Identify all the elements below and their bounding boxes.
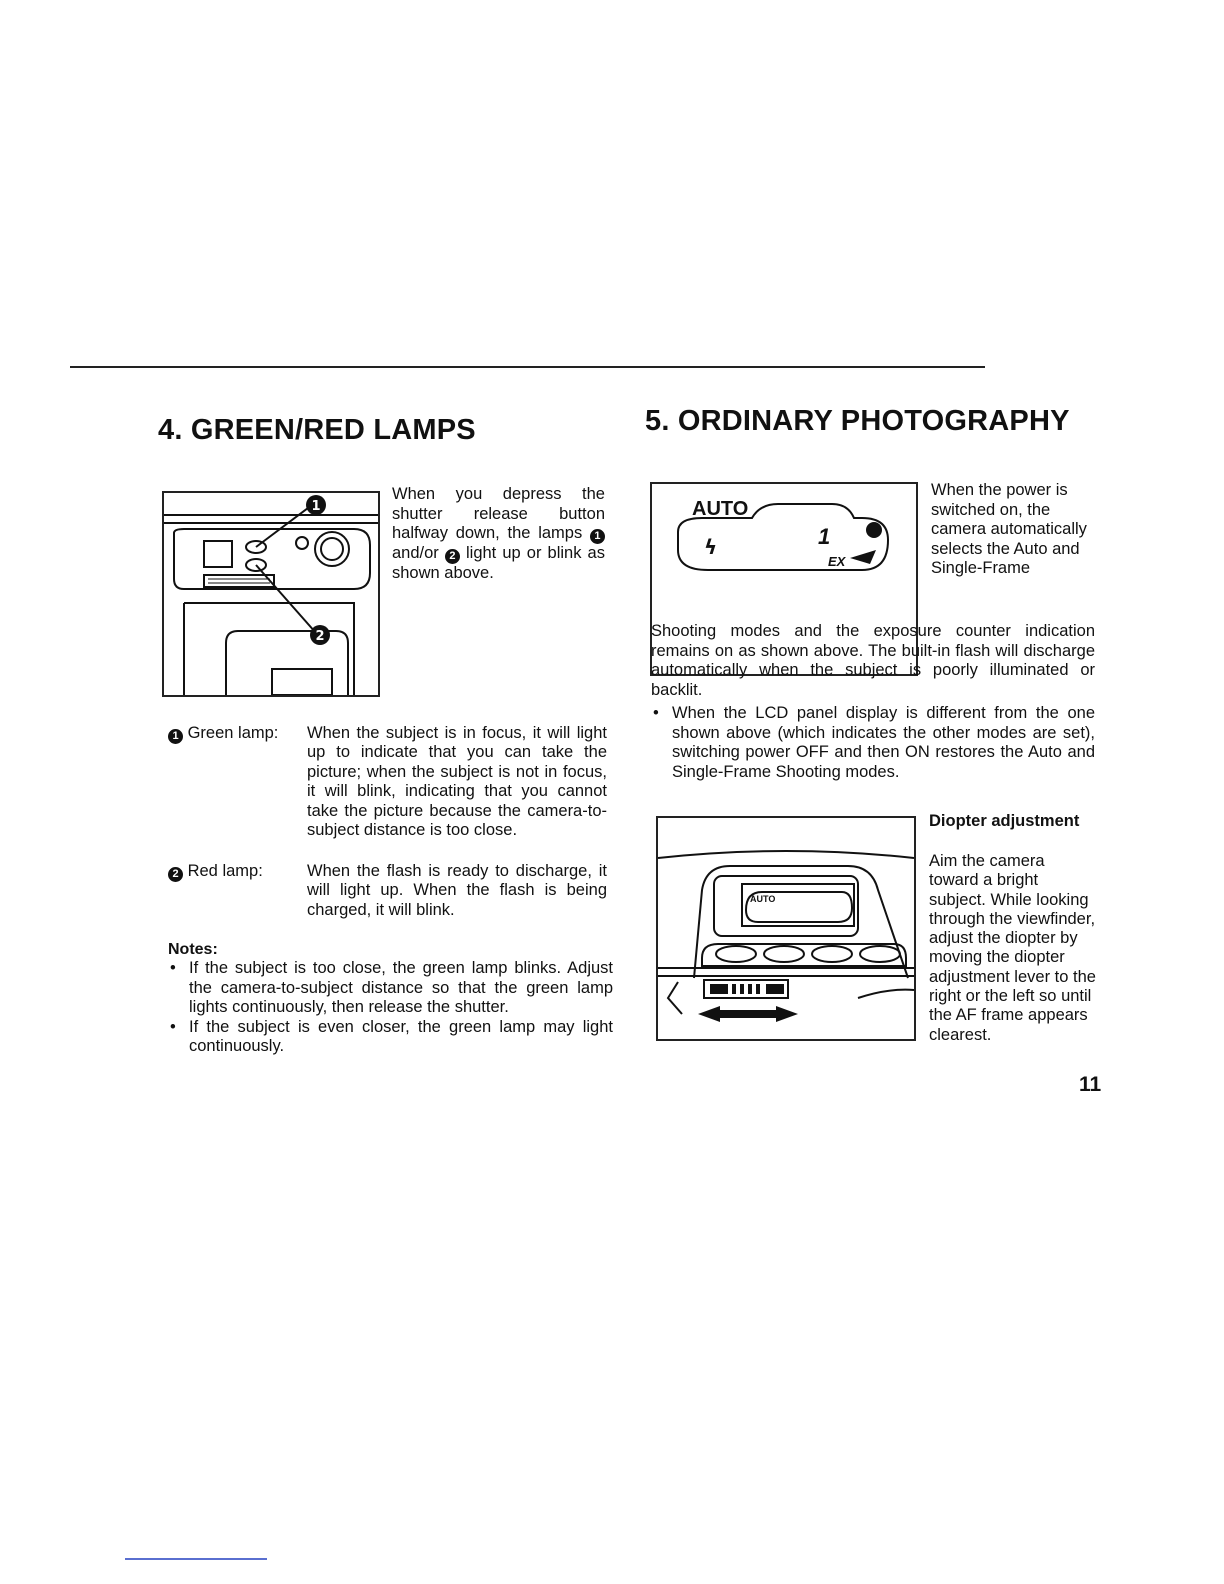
- lamp-1-marker: 1: [590, 529, 605, 544]
- diopter-title: Diopter adjustment: [929, 812, 1080, 830]
- note-item: • If the subject is too close, the green lamp blinks. Adjust the camera-to-subject distance so that the green lamp lights continuously, then release the shutter.: [168, 959, 613, 1018]
- notes-list: [168, 959, 613, 1057]
- red-lamp-label: Red lamp:: [187, 862, 263, 880]
- marker-1: 1: [311, 499, 321, 514]
- viewfinder-lcd-mode: AUTO: [750, 894, 776, 904]
- red-lamp-marker: 2: [168, 867, 183, 882]
- red-lamp-term: [168, 862, 263, 882]
- green-lamp-marker: 1: [168, 729, 183, 744]
- lamp-2-marker: 2: [445, 549, 460, 564]
- flash-icon: ϟ: [704, 535, 718, 559]
- green-lamp-term: [168, 724, 278, 744]
- footer-rule: [125, 1558, 267, 1560]
- viewfinder-diopter-illustration: [656, 816, 916, 1041]
- notes-title: Notes:: [168, 941, 218, 958]
- lcd-counter: 1: [818, 524, 831, 549]
- lamps-intro-and-or: and/or: [392, 544, 439, 562]
- lamps-intro-end: light up or blink as shown above.: [392, 544, 605, 582]
- lcd-mode-label: AUTO: [692, 498, 749, 520]
- frame-icon: [850, 550, 876, 564]
- camera-top-lamps-illustration: [162, 491, 380, 697]
- red-lamp-description: When the flash is ready to discharge, it will light up. When the flash is being charged, it will blink.: [307, 862, 607, 919]
- lcd-notes-list: [651, 704, 1095, 782]
- green-lamp-definition: [168, 724, 613, 864]
- lcd-ex-label: EX: [828, 554, 846, 569]
- lcd-note-item: • When the LCD panel display is different from the one shown above (which indicates the other modes are set), switching power OFF and then ON restores the Auto and Single-Frame Shooting modes.: [651, 704, 1095, 782]
- header-rule: [70, 366, 985, 368]
- section-heading-ordinary-photography: 5. ORDINARY PHOTOGRAPHY: [645, 405, 1070, 437]
- left-right-arrow-icon: [698, 1006, 798, 1022]
- page-number: 11: [1079, 1073, 1102, 1096]
- power-on-continued: Shooting modes and the exposure counter indication remains on as shown above. The built-in flash will discharge automatically when the subject is poorly illuminated or backlit.: [651, 622, 1095, 699]
- note-item: • If the subject is even closer, the green lamp may light continuously.: [168, 1018, 613, 1057]
- lamps-intro-paragraph: [392, 485, 605, 584]
- green-lamp-description: When the subject is in focus, it will light up to indicate that you can take the picture; when the subject is not in focus, it will blink, indicating that you cannot take the picture because the camera-to-subject distance is too close.: [307, 724, 607, 840]
- lamps-intro-text: When you depress the shutter release button halfway down, the lamps: [392, 485, 605, 542]
- marker-2: 2: [315, 629, 325, 644]
- red-lamp-definition: [168, 862, 613, 922]
- green-lamp-label: Green lamp:: [187, 724, 279, 742]
- diopter-paragraph: Aim the camera toward a bright subject. While looking through the viewfinder, adjust the diopter by moving the diopter adjustment lever to the right or the left so until the AF frame appears clearest.: [929, 852, 1096, 1044]
- section-heading-green-red-lamps: 4. GREEN/RED LAMPS: [158, 414, 476, 446]
- power-on-intro: When the power is switched on, the camera automatically selects the Auto and Single-Frame: [931, 481, 1087, 577]
